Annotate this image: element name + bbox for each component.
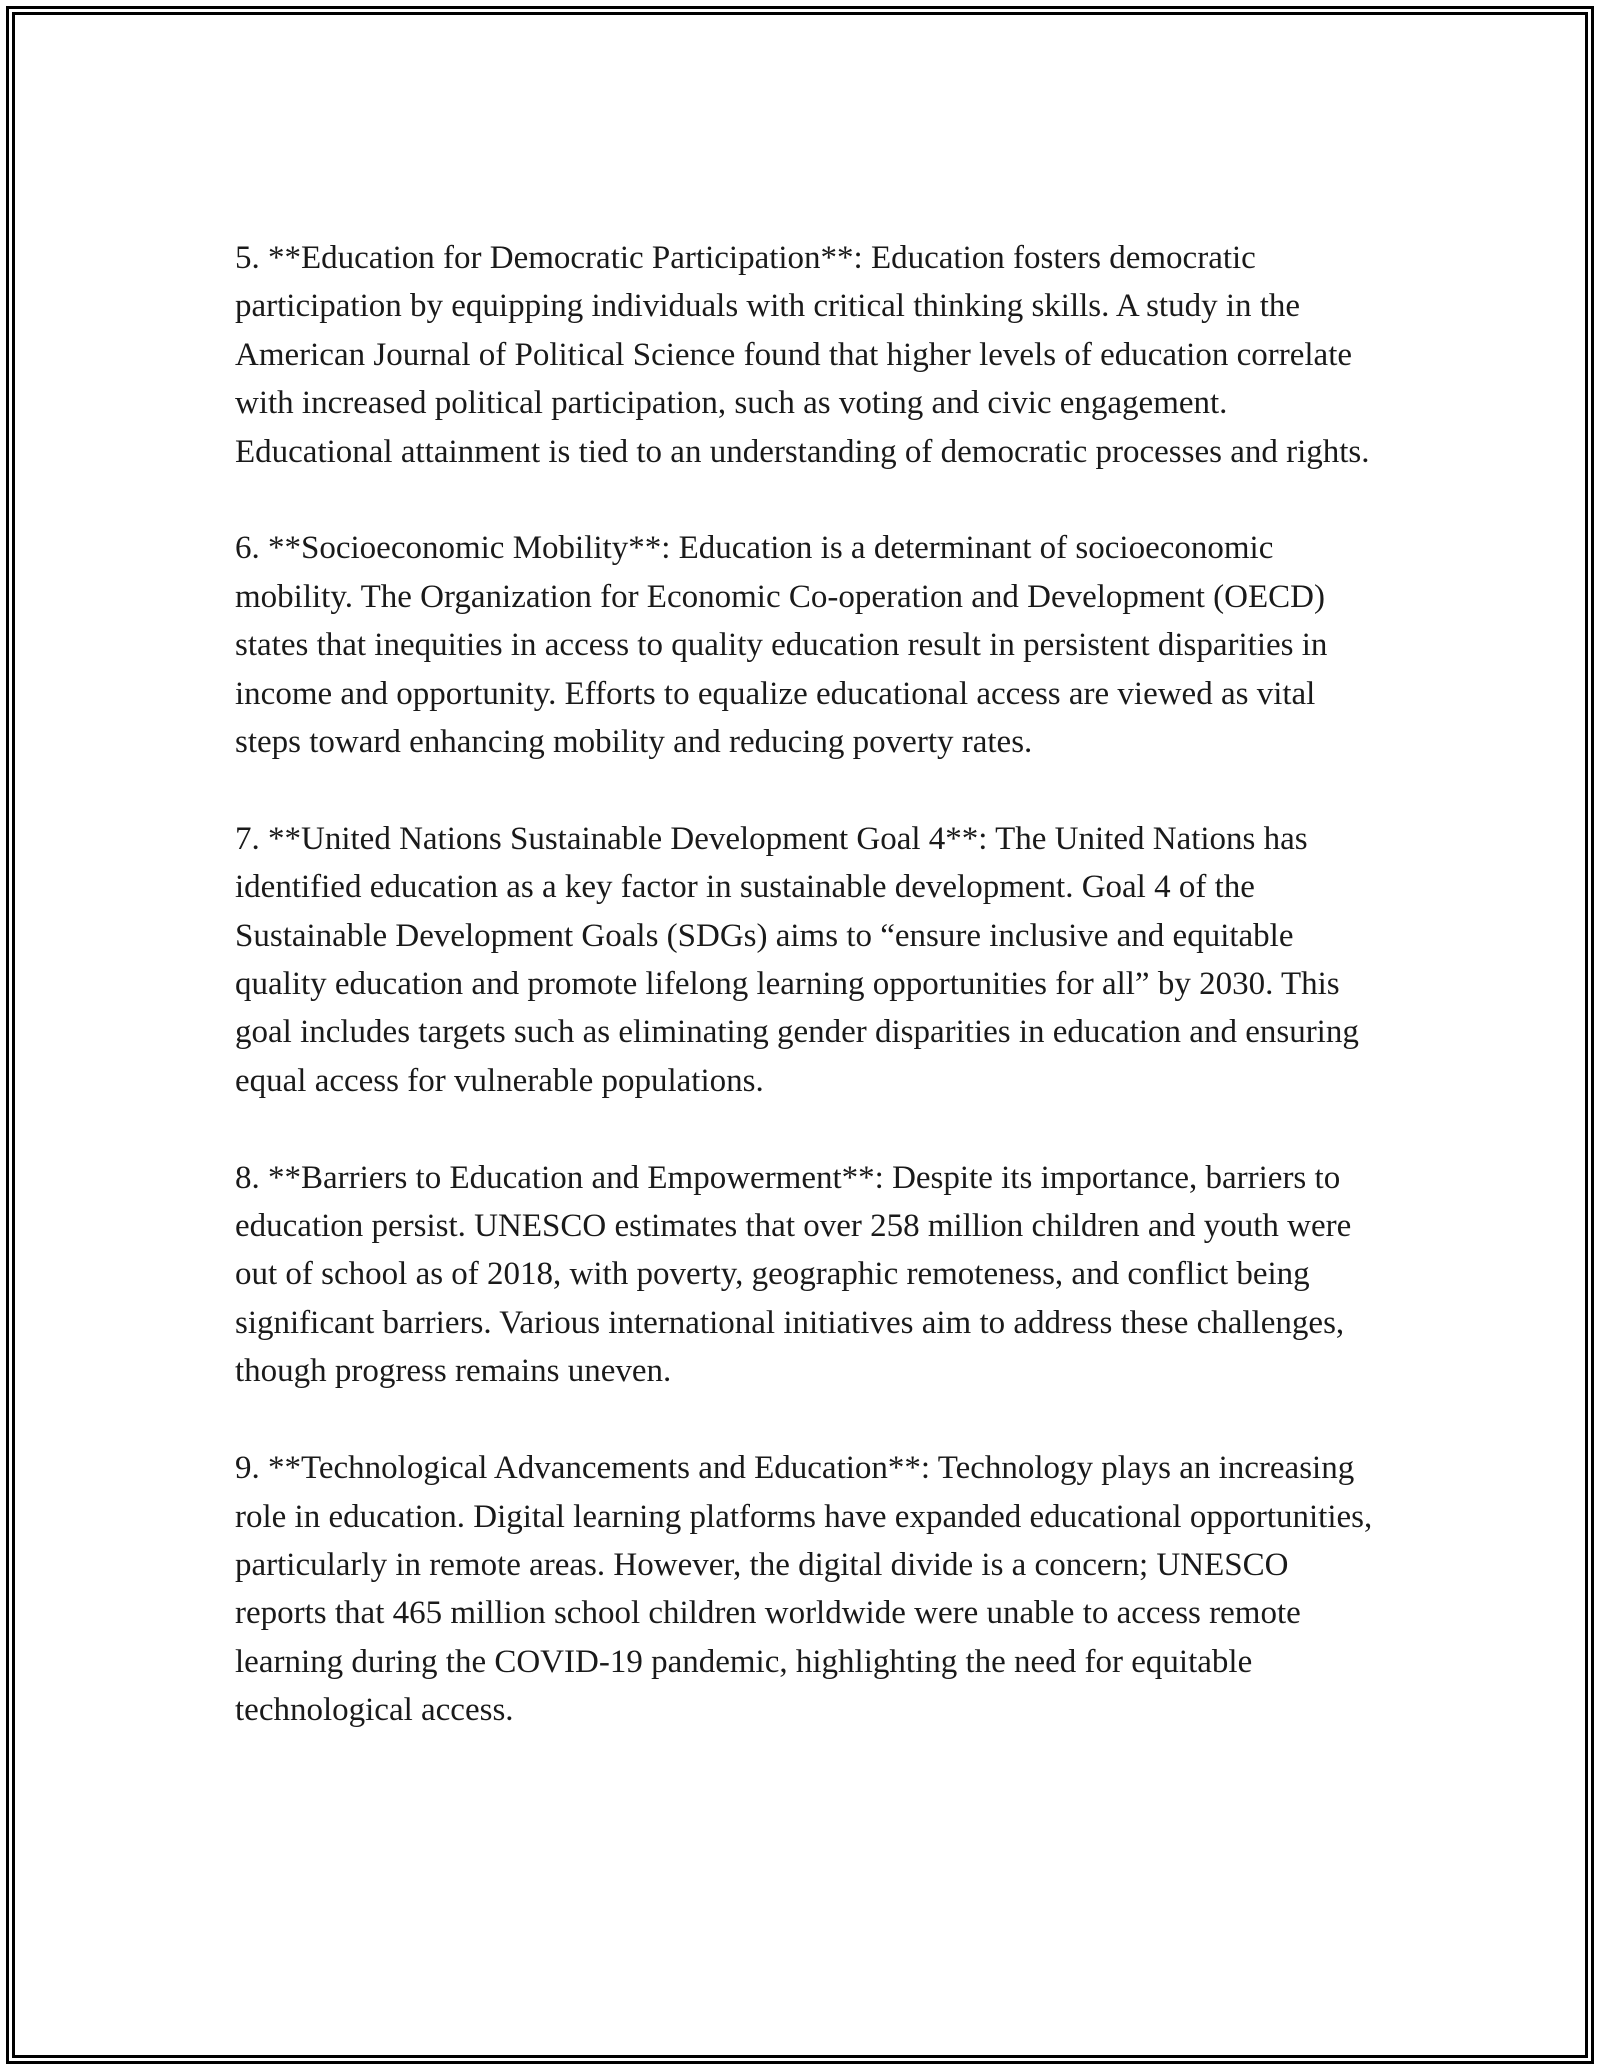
paragraph-technological-advancements: 9. **Technological Advancements and Education**: Technology plays an increasing role in education. Digital learning platforms have expanded educational opportunities, particularly in remote areas. However, the digital divide is a concern; UNESCO reports that 465 million school children worldwide were unable to access remote learning during the COVID-19 pandemic, highlighting the need for equitable technological access. xyxy=(235,1450,1373,1729)
document-body xyxy=(235,234,1385,1735)
paragraph-education-democratic-participation: 5. **Education for Democratic Participation**: Education fosters democratic participation by equipping individuals with critical thinking skills. A study in the American Journal of Political Science found that higher levels of education correlate with increased political participation, such as voting and civic engagement. Educational attainment is tied to an understanding of democratic processes and rights. xyxy=(235,240,1370,470)
paragraph-barriers-to-education: 8. **Barriers to Education and Empowerment**: Despite its importance, barriers to education persist. UNESCO estimates that over 258 million children and youth were out of school as of 2018, with poverty, geographic remoteness, and conflict being significant barriers. Various international initiatives aim to address these challenges, though progress remains uneven. xyxy=(235,1159,1352,1390)
paragraph-socioeconomic-mobility: 6. **Socioeconomic Mobility**: Education is a determinant of socioeconomic mobility. The Organization for Economic Co-operation and Development (OECD) states that inequities in access to quality education result in persistent disparities in income and opportunity. Efforts to equalize educational access are viewed as vital steps toward enhancing mobility and reducing poverty rates. xyxy=(235,530,1328,761)
paragraph-un-sdg-4: 7. **United Nations Sustainable Development Goal 4**: The United Nations has identified education as a key factor in sustainable development. Goal 4 of the Sustainable Development Goals (SDGs) aims to “ensure inclusive and equitable quality education and promote lifelong learning opportunities for all” by 2030. This goal includes targets such as eliminating gender disparities in education and ensuring equal access for vulnerable populations. xyxy=(235,820,1359,1099)
